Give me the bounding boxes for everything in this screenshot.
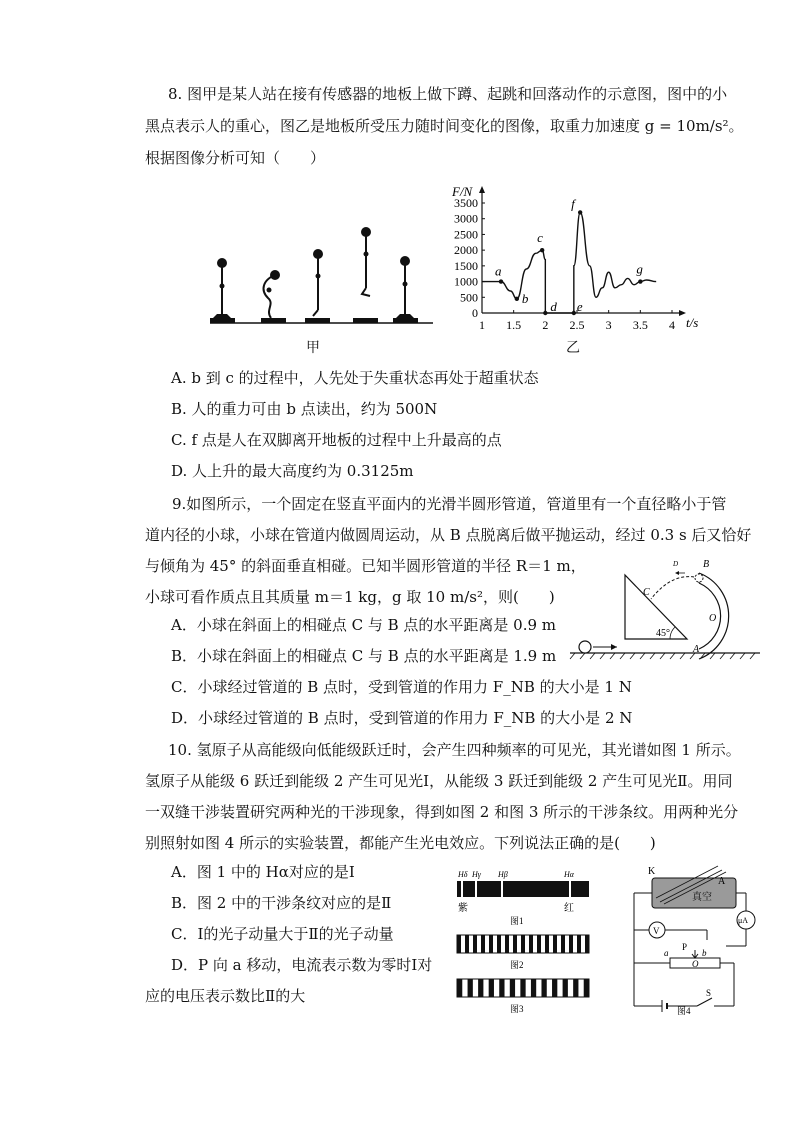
person-2 bbox=[261, 270, 286, 323]
q9-stem-line2: 道内径的小球，小球在管道内做圆周运动，从 B 点脱离后做平抛运动，经过 0.3 s 后又恰好 bbox=[145, 526, 752, 544]
x-tick-label-1: 1.5 bbox=[506, 318, 522, 332]
line-h-delta: Hδ bbox=[458, 870, 468, 879]
x-tick-label-2: 2 bbox=[542, 318, 549, 332]
fringe-dark bbox=[478, 979, 483, 997]
label-b: B bbox=[703, 559, 710, 570]
fringe-dark bbox=[584, 979, 589, 997]
x-tick-label-3: 2.5 bbox=[569, 318, 585, 332]
q8-option-b: B. 人的重力可由 b 点读出，约为 500N bbox=[171, 400, 438, 418]
figure-1-spectrum bbox=[452, 866, 592, 930]
q10-option-d-cont: 应的电压表示数比Ⅱ的大 bbox=[145, 987, 306, 1005]
q10-option-a: A．图 1 中的 Hα对应的是Ⅰ bbox=[171, 863, 355, 881]
point-d bbox=[543, 311, 547, 315]
q10-stem-line3: 一双缝干涉装置研究两种光的干涉现象，得到如图 2 和图 3 所示的干涉条纹。用两种光分 bbox=[145, 803, 739, 821]
person-4 bbox=[353, 227, 378, 323]
fringe-dark bbox=[468, 979, 473, 997]
q8-stem-line1: 8. 图甲是某人站在接有传感器的地板上做下蹲、起跳和回落动作的示意图，图中的小 bbox=[168, 85, 728, 103]
line-h-beta: Hβ bbox=[498, 870, 508, 879]
fig2-caption: 图2 bbox=[510, 960, 524, 970]
q8-stem-line3: 根据图像分析可知（ ） bbox=[145, 149, 326, 167]
x-tick-label-5: 3.5 bbox=[632, 318, 648, 332]
person-1 bbox=[210, 258, 235, 323]
person-5 bbox=[393, 256, 418, 323]
q10-option-b: B．图 2 中的干涉条纹对应的是Ⅱ bbox=[171, 894, 392, 912]
vacuum-label: 真空 bbox=[692, 892, 712, 903]
line-h-alpha: Hα bbox=[564, 870, 574, 879]
label-k: K bbox=[648, 866, 656, 877]
y-tick-label-3: 1500 bbox=[454, 258, 478, 273]
violet-label: 紫 bbox=[458, 903, 468, 914]
point-label-a: a bbox=[495, 263, 502, 279]
x-tick-label-0: 1 bbox=[479, 318, 485, 332]
fringe-dark bbox=[529, 935, 533, 953]
figure-jia bbox=[205, 218, 435, 348]
q9-stem-line4: 小球可看作质点且其质量 m＝1 kg，g 取 10 m/s²，则( ) bbox=[145, 588, 555, 606]
figure-yi-label: 乙 bbox=[566, 340, 580, 356]
q10-stem-line1: 10. 氢原子从高能级向低能级跃迁时，会产生四种频率的可见光，其光谱如图 1 所示。 bbox=[168, 741, 741, 759]
q9-option-b: B．小球在斜面上的相碰点 C 与 B 点的水平距离是 1.9 m bbox=[171, 647, 557, 665]
ball bbox=[579, 641, 591, 653]
red-label: 红 bbox=[564, 903, 574, 914]
fringe-dark bbox=[573, 979, 578, 997]
x-tick-label-4: 3 bbox=[605, 318, 612, 332]
line-h-gamma: Hγ bbox=[472, 870, 481, 879]
fringe-dark bbox=[510, 979, 515, 997]
fringe-dark bbox=[521, 935, 525, 953]
point-label-d: d bbox=[550, 299, 557, 314]
y-tick-label-0: 0 bbox=[472, 306, 478, 320]
point-b bbox=[515, 297, 519, 301]
figure-3-fringes bbox=[452, 976, 592, 1016]
x-tick-label-6: 4 bbox=[669, 318, 675, 332]
q8-option-c: C. f 点是人在双脚离开地板的过程中上升最高的点 bbox=[171, 431, 502, 449]
q10-stem-line2: 氢原子从能级 6 跃迁到能级 2 产生可见光Ⅰ，从能级 3 跃迁到能级 2 产生可见光Ⅱ。用同 bbox=[145, 772, 733, 790]
fringe-dark bbox=[561, 935, 565, 953]
fringe-dark bbox=[520, 979, 525, 997]
fringe-dark bbox=[505, 935, 509, 953]
label-p: P bbox=[682, 942, 688, 952]
fringe-dark bbox=[585, 935, 589, 953]
fringe-dark bbox=[545, 935, 549, 953]
fringe-dark bbox=[489, 935, 493, 953]
point-f bbox=[578, 210, 582, 214]
fringe-dark bbox=[541, 979, 546, 997]
fringe-dark bbox=[537, 935, 541, 953]
fringe-dark bbox=[513, 935, 517, 953]
figure-yi-chart bbox=[440, 178, 705, 340]
point-label-b: b bbox=[521, 290, 529, 306]
y-tick-label-2: 1000 bbox=[454, 274, 478, 289]
fringe-dark bbox=[553, 935, 557, 953]
q8-option-a: A. b 到 c 的过程中，人先处于失重状态再处于超重状态 bbox=[171, 369, 539, 387]
y-tick-label-4: 2000 bbox=[454, 243, 478, 258]
person-3 bbox=[305, 249, 330, 323]
fringe-dark bbox=[465, 935, 469, 953]
label-c: C bbox=[643, 587, 650, 598]
q8-option-d: D. 人上升的最大高度约为 0.3125m bbox=[171, 462, 414, 480]
y-tick-label-6: 3000 bbox=[454, 211, 478, 226]
y-axis-arrow bbox=[479, 186, 485, 193]
q10-stem-line4: 别照射如图 4 所示的实验装置，都能产生光电效应。下列说法正确的是( ) bbox=[145, 834, 656, 852]
figure-jia-label: 甲 bbox=[306, 340, 320, 356]
label-a-end: a bbox=[664, 948, 669, 958]
point-label-g: g bbox=[636, 261, 643, 277]
y-tick-label-1: 500 bbox=[460, 290, 478, 305]
q10-option-d: D．P 向 a 移动，电流表示数为零时Ⅰ对 bbox=[171, 956, 433, 974]
fringe-dark bbox=[457, 935, 461, 953]
point-c bbox=[540, 248, 544, 252]
voltmeter-label: V bbox=[653, 926, 660, 936]
q9-stem-line1: 9.如图所示，一个固定在竖直平面内的光滑半圆形管道，管道里有一个直径略小于管 bbox=[172, 495, 727, 513]
fringe-dark bbox=[497, 935, 501, 953]
y-axis-label: F/N bbox=[452, 184, 473, 199]
point-label-c: c bbox=[537, 230, 543, 246]
fringe-dark bbox=[577, 935, 581, 953]
label-o: O bbox=[709, 613, 717, 624]
label-o-mid: O bbox=[692, 959, 699, 969]
label-d: D bbox=[673, 560, 679, 568]
fringe-dark bbox=[489, 979, 494, 997]
y-tick-label-7: 3500 bbox=[454, 196, 478, 210]
figure-q9 bbox=[565, 553, 765, 665]
q9-option-c: C．小球经过管道的 B 点时，受到管道的作用力 F_NB 的大小是 1 N bbox=[171, 678, 632, 696]
point-label-f: f bbox=[571, 196, 575, 212]
fringe-dark bbox=[569, 935, 573, 953]
label-anode: A bbox=[718, 876, 726, 887]
point-a bbox=[499, 279, 503, 283]
fringe-dark bbox=[473, 935, 477, 953]
q9-option-a: A．小球在斜面上的相碰点 C 与 B 点的水平距离是 0.9 m bbox=[171, 616, 557, 634]
q8-stem-line2: 黑点表示人的重心，图乙是地板所受压力随时间变化的图像，取重力加速度 g = 10m/s²。 bbox=[145, 117, 744, 135]
figure-4-circuit bbox=[622, 858, 772, 1016]
q9-option-d: D．小球经过管道的 B 点时，受到管道的作用力 F_NB 的大小是 2 N bbox=[171, 709, 633, 727]
label-a: A bbox=[693, 644, 700, 655]
fig4-caption: 图4 bbox=[677, 1006, 691, 1016]
fringe-dark bbox=[499, 979, 504, 997]
q10-option-c: C．Ⅰ的光子动量大于Ⅱ的光子动量 bbox=[171, 925, 394, 943]
x-axis-label: t/s bbox=[686, 315, 699, 330]
q9-stem-line3: 与倾角为 45° 的斜面垂直相碰。已知半圆形管道的半径 R＝1 m， bbox=[145, 557, 586, 575]
microammeter-label: μA bbox=[738, 916, 749, 925]
fig3-caption: 图3 bbox=[510, 1004, 524, 1014]
fig1-caption: 图1 bbox=[510, 916, 524, 926]
point-e bbox=[572, 311, 576, 315]
point-g bbox=[638, 279, 642, 283]
fringe-dark bbox=[552, 979, 557, 997]
point-label-e: e bbox=[576, 299, 583, 314]
fringe-dark bbox=[481, 935, 485, 953]
label-b-end: b bbox=[702, 948, 707, 958]
y-tick-label-5: 2500 bbox=[454, 227, 478, 242]
force-curve bbox=[482, 212, 656, 313]
fringe-dark bbox=[457, 979, 462, 997]
fringe-dark bbox=[563, 979, 568, 997]
angle-label: 45° bbox=[656, 628, 670, 639]
fringe-dark bbox=[531, 979, 536, 997]
label-s: S bbox=[706, 988, 712, 998]
figure-2-fringes bbox=[452, 933, 592, 971]
x-axis-arrow bbox=[679, 310, 686, 316]
